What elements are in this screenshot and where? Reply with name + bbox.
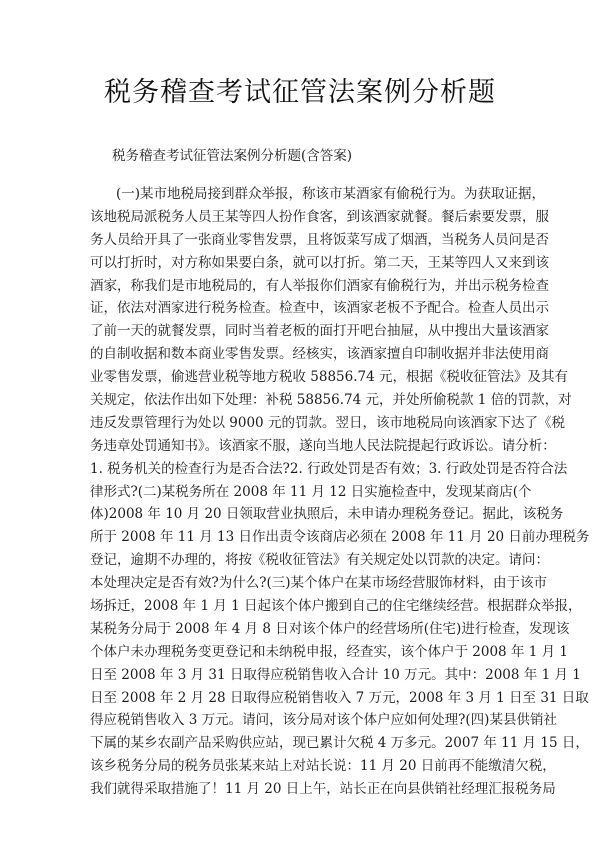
paragraph-line: 可以打折时，对方称如果要白条，就可以打折。第二天，王某等四人又来到该 — [90, 254, 549, 271]
paragraph-line: 日至 2008 年 3 月 31 日取得应税销售收入合计 10 万元。其中：2008 年 1 月 1 — [90, 666, 581, 683]
paragraph-line: 证，依法对酒家进行税务检查。检查中，该酒家老板不予配合。检查人员出示 — [90, 300, 549, 317]
paragraph-line: 日至 2008 年 2 月 28 日取得应税销售收入 7 万元，2008 年 3 月 1 日至 31 日取 — [90, 689, 589, 706]
paragraph-line: 了前一天的就餐发票，同时当着老板的面打开吧台抽屉，从中搜出大量该酒家 — [90, 323, 549, 340]
paragraph-line: 关规定，依法作出如下处理：补税 58856.74 元，并处所偷税款 1 倍的罚款，对 — [90, 392, 572, 409]
paragraph-line: 下属的某乡农副产品采购供应站，现已累计欠税 4 万多元。2007 年 11 月 15 日， — [90, 735, 589, 752]
paragraph-line: 1. 税务机关的检查行为是否合法?2. 行政处罚是否有效；3. 行政处罚是否符合法 — [90, 460, 568, 477]
paragraph-line: 体)2008 年 10 月 20 日领取营业执照后，未申请办理税务登记。据此，该税务 — [90, 506, 564, 523]
paragraph-line: 个体户未办理税务变更登记和未纳税申报，经查实，该个体户于 2008 年 1 月 1 — [90, 643, 568, 660]
paragraph-line: (一)某市地税局接到群众举报，称该市某酒家有偷税行为。为获取证据， — [116, 186, 546, 202]
paragraph-line: 务违章处罚通知书》。该酒家不服，遂向当地人民法院提起行政诉讼。请分析： — [90, 437, 556, 454]
paragraph-line: 违反发票管理行为处以 9000 元的罚款。翌日，该市地税局向该酒家下达了《税 — [90, 414, 565, 431]
paragraph-line: 的自制收据和数本商业零售发票。经核实，该酒家擅自印制收据并非法使用商 — [90, 346, 549, 363]
paragraph-line: 我们就得采取措施了！11 月 20 日上午，站长正在向县供销社经理汇报税务局 — [90, 781, 556, 798]
paragraph-line: 本处理决定是否有效?为什么?(三)某个体户在某市场经营服饰材料，由于该市 — [90, 575, 548, 592]
paragraph-line: 业零售发票，偷逃营业税等地方税收 58856.74 元，根据《税收征管法》及其有 — [90, 369, 568, 386]
paragraph-line: 该地税局派税务人员王某等四人扮作食客，到该酒家就餐。餐后索要发票，服 — [90, 208, 549, 225]
paragraph-line: 登记，逾期不办理的，将按《税收征管法》有关规定处以罚款的决定。请问： — [90, 552, 549, 569]
paragraph-line: 得应税销售收入 3 万元。请问，该分局对该个体户应如何处理?(四)某县供销社 — [90, 712, 557, 729]
paragraph-line: 该乡税务分局的税务员张某来站上对站长说：11 月 20 日前再不能缴清欠税， — [90, 758, 556, 775]
paragraph-line: 务人员给开具了一张商业零售发票，且将饭菜写成了烟酒，当税务人员问是否 — [90, 231, 549, 248]
document-subtitle: 税务稽查考试征管法案例分析题(含答案) — [112, 148, 353, 164]
paragraph-line: 场拆迁，2008 年 1 月 1 日起该个体户搬到自己的住宅继续经营。根据群众举报， — [90, 598, 582, 615]
paragraph-line: 律形式?(二)某税务所在 2008 年 11 月 12 日实施检查中，发现某商店(个 — [90, 483, 532, 500]
paragraph-line: 酒家，称我们是市地税局的，有人举报你们酒家有偷税行为，并出示税务检查 — [90, 277, 549, 294]
document-body — [90, 183, 590, 801]
paragraph-line: 某税务分局于 2008 年 4 月 8 日对该个体户的经营场所(住宅)进行检查，发现该 — [90, 620, 570, 637]
paragraph-line: 所于 2008 年 11 月 13 日作出责令该商店必须在 2008 年 11 月 20 日前办理税务 — [90, 529, 590, 546]
document-title: 税务稽查考试征管法案例分析题 — [104, 77, 496, 108]
